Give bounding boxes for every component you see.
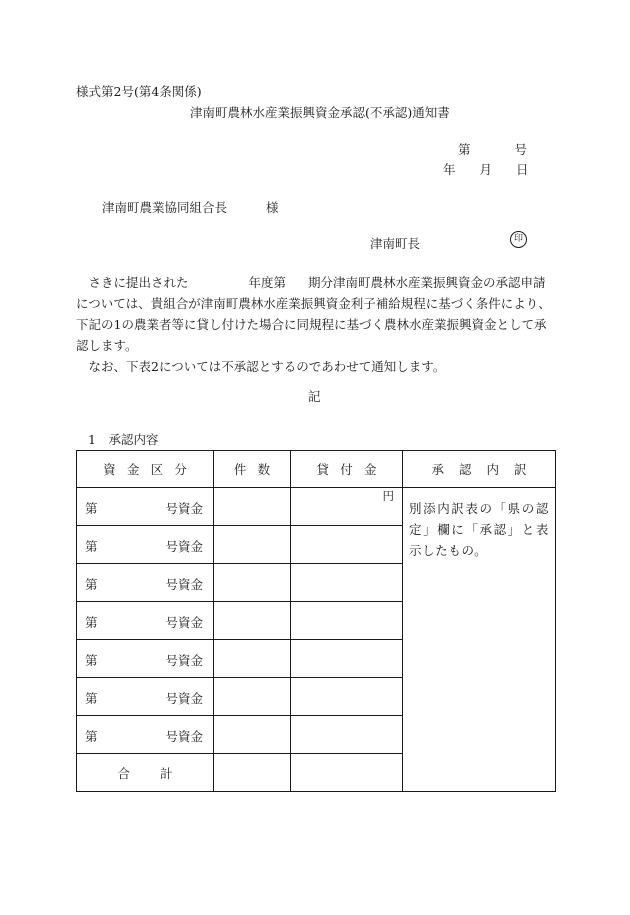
header-approval-detail: 承認内訳 [403, 451, 556, 488]
fund-prefix: 第 [85, 615, 98, 630]
body-p1-part-c: 期分津南町農林水産業振興資金の承認申請については、貴組合が津南町農林水産業振興資金利子補給規程に基づく条件により、下記の1の農業者等に貸し付けた場合に同規程に基づく農林水産業振興資金として承認します。 [76, 275, 551, 353]
fund-category-cell [77, 640, 214, 678]
fund-category-cell [77, 678, 214, 716]
header-fund-category: 資金区分 [77, 451, 214, 488]
header-count: 件数 [214, 451, 291, 488]
loan-amount-cell [291, 564, 403, 602]
body-text [76, 272, 556, 377]
sender-name: 津南町長 [370, 236, 421, 251]
body-p1-part-b: 年度第 [248, 275, 287, 290]
fund-prefix: 第 [85, 577, 98, 592]
fund-suffix: 号資金 [165, 577, 203, 592]
yen-unit: 円 [382, 489, 394, 503]
loan-amount-cell [291, 640, 403, 678]
date-day: 日 [516, 162, 529, 177]
fund-suffix: 号資金 [165, 653, 203, 668]
approval-table [76, 450, 556, 792]
fund-suffix: 号資金 [165, 691, 203, 706]
number-suffix: 号 [514, 142, 528, 157]
approval-detail-cell: 別添内訳表の「県の認定」欄に「承認」と表示したもの。 [403, 488, 556, 792]
fund-category-cell [77, 564, 214, 602]
fund-prefix: 第 [85, 501, 98, 516]
body-paragraph-2: なお、下表2については不承認とするのであわせて通知します。 [88, 359, 446, 374]
count-cell [214, 602, 291, 640]
loan-amount-cell [291, 716, 403, 754]
fund-prefix: 第 [85, 539, 98, 554]
fund-suffix: 号資金 [165, 539, 203, 554]
date-line [443, 160, 529, 178]
fund-category-cell [77, 526, 214, 564]
form-number-label: 様式第2号(第4条関係) [76, 84, 202, 99]
date-year: 年 [443, 162, 456, 177]
fund-category-cell [77, 488, 214, 526]
loan-amount-cell [291, 602, 403, 640]
loan-amount-cell [291, 488, 403, 526]
fund-category-cell [77, 716, 214, 754]
table-header-row [77, 451, 556, 488]
fund-prefix: 第 [85, 653, 98, 668]
count-cell [214, 526, 291, 564]
count-cell [214, 716, 291, 754]
section-1-title: 1 承認内容 [88, 432, 159, 447]
header-loan-amount: 貸付金 [291, 451, 403, 488]
body-p1-part-a: さきに提出された [88, 275, 189, 290]
loan-amount-cell [291, 526, 403, 564]
body-paragraph-1 [76, 272, 556, 356]
addressee-honorific: 様 [266, 200, 279, 215]
fund-suffix: 号資金 [165, 501, 203, 516]
loan-amount-cell [291, 678, 403, 716]
fund-category-cell [77, 602, 214, 640]
seal-mark: 印 [510, 231, 527, 248]
date-month: 月 [479, 162, 493, 177]
table-row [77, 488, 556, 526]
document-number-line [458, 140, 527, 158]
total-count-cell [214, 754, 291, 792]
total-amount-cell [291, 754, 403, 792]
count-cell [214, 640, 291, 678]
addressee-name: 津南町農業協同組合長 [102, 200, 228, 215]
count-cell [214, 564, 291, 602]
document-title: 津南町農林水産業振興資金承認(不承認)通知書 [190, 105, 450, 120]
fund-suffix: 号資金 [165, 729, 203, 744]
fund-prefix: 第 [85, 691, 98, 706]
ki-heading: 記 [308, 389, 321, 404]
fund-prefix: 第 [85, 729, 98, 744]
number-prefix: 第 [458, 142, 471, 157]
count-cell [214, 678, 291, 716]
fund-suffix: 号資金 [165, 615, 203, 630]
total-label-cell: 合計 [77, 754, 214, 792]
count-cell [214, 488, 291, 526]
